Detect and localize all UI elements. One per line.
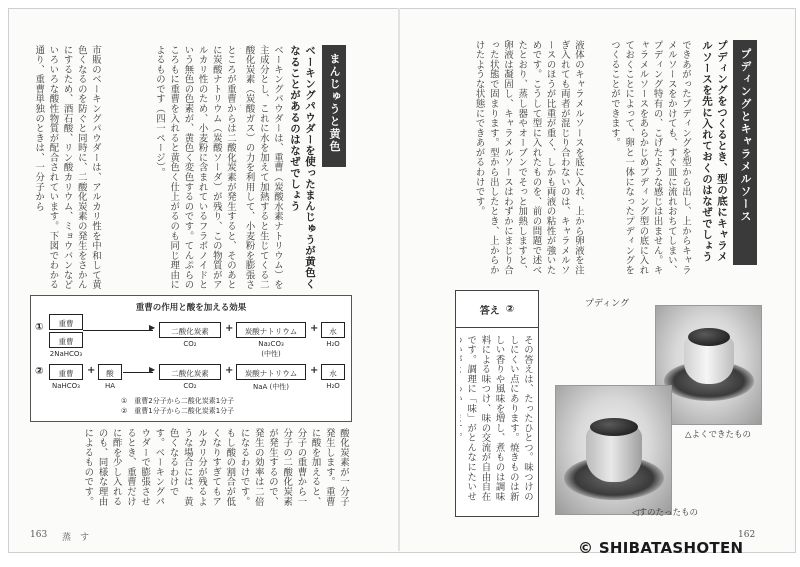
question-manju: ベーキングパウダーを使ったまんじゅうが黄色くなることがあるのはなぜでしょう [289,45,316,290]
left-page-number: 163 [30,530,48,540]
box-baking-soda-1b: 重曹 [49,332,83,348]
section-heading-manju: まんじゅうと黄色 [322,45,346,167]
row2-marker: ② [35,366,44,377]
arrowhead-row2: ▶ [149,365,156,374]
row1-marker: ① [35,322,44,333]
formula-h2o-row2: H₂O [326,382,340,390]
box-co2-row2: 二酸化炭素 [159,364,221,380]
formula-na2co3-note: (中性) [261,350,281,358]
photo-title: プディング [585,299,630,309]
diagram-note-1: ① 重曹2分子から二酸化炭素1分子 [121,397,235,405]
caption-bad: ◁すのたったもの [632,508,699,518]
plus-row1-a: + [225,323,234,334]
box-co2-row1: 二酸化炭素 [159,322,221,338]
question-pudding: プディングをつくるとき、型の底にキャラメルソースを先に入れておくのはなぜでしょう [701,40,728,262]
box-baking-soda-1a: 重曹 [49,314,83,330]
box-baking-soda-2: 重曹 [49,364,83,380]
arrow-row1 [83,330,153,331]
box-water-row2: 水 [321,364,345,380]
formula-ha: HA [104,382,116,390]
left-running-head: 蒸 す [62,533,90,543]
copyright-watermark: © SHIBATASHOTEN [578,539,744,557]
plus-row2-b: + [225,365,234,376]
body-col-pudding-2: 液体のキャラメルソースを底に入れ、上から卵液を注ぎ入れても両者が混じり合わないのは、キャラメルソースのほうが比重が重く、しかも両液の粘性が強いためです。こうして型に入れたものを、前の問題で述べたとおり、蒸し器やオーブンでそっと加熱しますと、卵液は凝固し、キャラメルソースはわずかにまじり合った状態で固まります。型から出したとき、上からかけたような状態にできあがるわけです。 [473,40,584,275]
plus-row1-b: + [310,323,319,334]
answer-text: その答えは、たったひとつ。味つけのしにくい点にあります。焼きものは新しい香りや風味を増し、煮ものは調味料による味つけ、味の交流が自由自在です。調理に「味」がとんなにたいせ [465,335,533,502]
formula-naa: NaA (中性) [252,383,289,391]
answer-label-text: 答え [479,305,500,317]
page-fold [398,8,400,551]
formula-2nahco3: 2NaHCO₃ [49,350,83,358]
body-col-pudding-1: できあがったプディングを型から出し、上からキャラメルソースをかけても、すぐ皿に流れおちてしまい、プディング特有の、こげたような感じは出ません。キャラメルソースをあらかじめプディング型の底に入れておくことによって、卵と一体になったプディングをつくることができます。 [608,40,691,275]
box-water-row1: 水 [321,322,345,338]
diagram-title: 重曹の作用と酸を加える効果 [135,303,247,313]
answer-number: ② [505,303,515,315]
box-sodium-carbonate: 炭酸ナトリウム [236,322,306,338]
box-acid: 酸 [98,364,122,380]
arrowhead-row1: ▶ [149,323,156,332]
caramel-top-icon [590,418,638,436]
formula-na2co3: Na₂CO₃ [258,340,284,348]
body-col-manju-3: 市販のベーキングパウダーは、アルカリ性を中和して黄色くなるのを防ぐと同時に、二酸化炭素の発生をさかんにするため、酒石酸、リン酸カリウム、ミョウバンなどいろいろな酸性物質が配合されています。下図でわかる通り、重曹単独のときは、一分子から [33,45,101,290]
body-col-manju-2: ところが重曹からは二酸化炭素が発生すると、そのあとに炭酸ナトリウム（炭酸ソーダ）が残り、この物質がアルカリ性のため、小麦粉に含まれているフラボノイドという無色の色素が、黄色く変色するのです。てんぷらのころもに重曹を入れると黄色く仕上がるのも同じ理由によるものです（四一ページ）。 [153,45,236,290]
formula-h2o-row1: H₂O [326,340,340,348]
plus-row2-c: + [310,365,319,376]
plus-row2-a: + [87,365,96,376]
caption-good: △よくできたもの [685,430,752,440]
formula-co2-row1: CO₂ [183,340,197,348]
answer-label [456,291,538,328]
body-col-manju-4: 酸化炭素が一分子発生します。重曹に酸を加えると、分子の重曹から一分子の二酸化炭素が発生するので、発生の効率は二倍になるわけです。もし酸の割合が低くなりすぎてもアルカリ分が残るような場合には、黄色くなるわけです。ベーキングパウダーで膨張させるとき、重曹だけに酢を少し入れるのも、同様な理由によるものです。 [82,428,349,507]
section-heading-pudding: プディングとキャラメルソース [733,40,757,265]
right-page-number: 162 [738,530,756,540]
photo-bad-pudding [555,385,672,515]
answer-box [455,290,539,517]
box-sodium-salt: 炭酸ナトリウム [236,364,306,380]
reaction-diagram [30,295,352,422]
diagram-note-2: ② 重曹1分子から二酸化炭素1分子 [121,407,235,415]
formula-co2-row2: CO₂ [183,382,197,390]
body-col-manju-1: ベーキングパウダーは、重曹（炭酸水素ナトリウム）を主成分とし、これに水を加えて加熱すると生じてくる二酸化炭素（炭酸ガス）の力を利用して、小麦粉を膨張さ [243,45,283,290]
caramel-top-icon [688,328,730,346]
formula-nahco3: NaHCO₃ [52,382,80,390]
